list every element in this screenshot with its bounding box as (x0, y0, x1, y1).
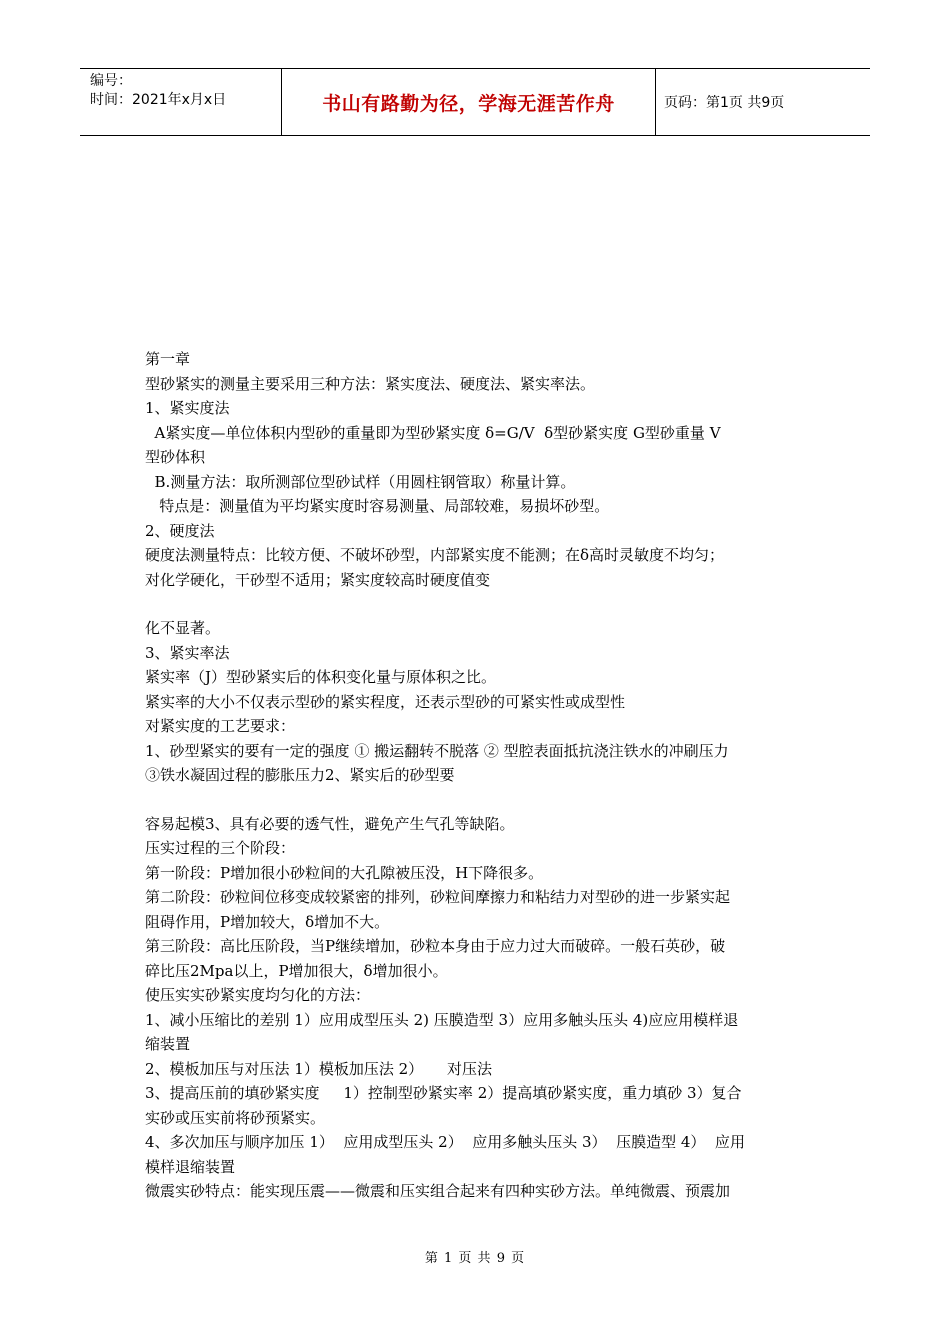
text-line: 第一阶段：P增加很小砂粒间的大孔隙被压没，H下降很多。 (145, 863, 544, 882)
text-line: 容易起模3、具有必要的透气性，避免产生气孔等缺陷。 (145, 814, 515, 833)
text-line: 化不显著。 (145, 619, 221, 637)
text-line: 4、多次加压与顺序加压 1） 应用成型压头 2） 应用多触头压头 3） 压膜造型 4） 应用 (145, 1133, 745, 1151)
number-label: 编号： (90, 73, 132, 89)
text-line: 型砂紧实的测量主要采用三种方法：紧实度法、硬度法、紧实率法。 (145, 374, 596, 393)
text-line: 碎比压2Mpa以上，P增加很大，δ增加很小。 (145, 961, 448, 980)
text-line: 硬度法测量特点：比较方便、不破坏砂型，内部紧实度不能测；在δ高时灵敏度不均匀； (145, 546, 725, 564)
text-line: 2、模板加压与对压法 1）模板加压法 2） 对压法 (145, 1059, 493, 1078)
text-line: ③铁水凝固过程的膨胀压力2、紧实后的砂型要 (145, 766, 455, 784)
text-line: 3、提高压前的填砂紧实度 1）控制型砂紧实率 2）提高填砂紧实度，重力填砂 3）复合 (145, 1084, 742, 1102)
paragraph-gap (145, 788, 810, 812)
text-line: 压实过程的三个阶段： (145, 839, 296, 857)
text-line: B.测量方法：取所测部位型砂试样（用圆柱钢管取）称量计算。 (145, 472, 576, 491)
text-line: 模样退缩装置 (145, 1157, 236, 1176)
text-line: 紧实率的大小不仅表示型砂的紧实程度，还表示型砂的可紧实性或成型性 (145, 692, 626, 711)
page-header (80, 68, 870, 136)
document-body (145, 347, 810, 1204)
text-line: 2、硬度法 (145, 521, 215, 540)
text-line: 实砂或压实前将砂预紧实。 (145, 1108, 326, 1127)
text-line: 特点是：测量值为平均紧实度时容易测量、局部较难，易损坏砂型。 (145, 497, 610, 515)
text-line: A紧实度—单位体积内型砂的重量即为型砂紧实度 δ=G/V δ型砂紧实度 G型砂重量 V (145, 423, 721, 442)
text-line: 对紧实度的工艺要求： (145, 717, 296, 735)
time-label: 时间：2021年x月x日 (90, 92, 227, 108)
text-line: 使压实实砂紧实度均匀化的方法： (145, 986, 371, 1004)
text-line: 3、紧实率法 (145, 643, 230, 662)
text-line: 1、紧实度法 (145, 399, 230, 417)
page-footer: 第 1 页 共 9 页 (424, 1251, 526, 1266)
text-line: 对化学硬化，干砂型不适用；紧实度较高时硬度值变 (145, 570, 491, 589)
page-code: 页码：第1页 共9页 (664, 95, 785, 111)
text-line: 1、减小压缩比的差别 1）应用成型压头 2) 压膜造型 3）应用多触头压头 4)应应用模样退 (145, 1010, 739, 1029)
text-line: 第二阶段：砂粒间位移变成较紧密的排列，砂粒间摩擦力和粘结力对型砂的进一步紧实起 (145, 888, 731, 906)
text-line: 紧实率（J）型砂紧实后的体积变化量与原体积之比。 (145, 668, 497, 686)
header-motto-cell (282, 69, 656, 135)
paragraph-gap (145, 592, 810, 616)
text-line: 第三阶段：高比压阶段，当P继续增加，砂粒本身由于应力过大而破碎。一般石英砂，破 (145, 937, 726, 955)
text-line: 阻碍作用，P增加较大，δ增加不大。 (145, 912, 390, 931)
text-line: 第一章 (145, 350, 191, 368)
motto-text: 书山有路勤为径，学海无涯苦作舟 (322, 92, 615, 115)
header-right-cell (656, 69, 870, 135)
text-line: 型砂体积 (145, 448, 206, 466)
text-line: 缩装置 (145, 1035, 191, 1053)
header-left-cell (80, 69, 282, 135)
text-line: 微震实砂特点：能实现压震——微震和压实组合起来有四种实砂方法。单纯微震、预震加 (145, 1182, 731, 1200)
text-line: 1、砂型紧实的要有一定的强度 ① 搬运翻转不脱落 ② 型腔表面抵抗浇注铁水的冲刷压力 (145, 741, 729, 760)
